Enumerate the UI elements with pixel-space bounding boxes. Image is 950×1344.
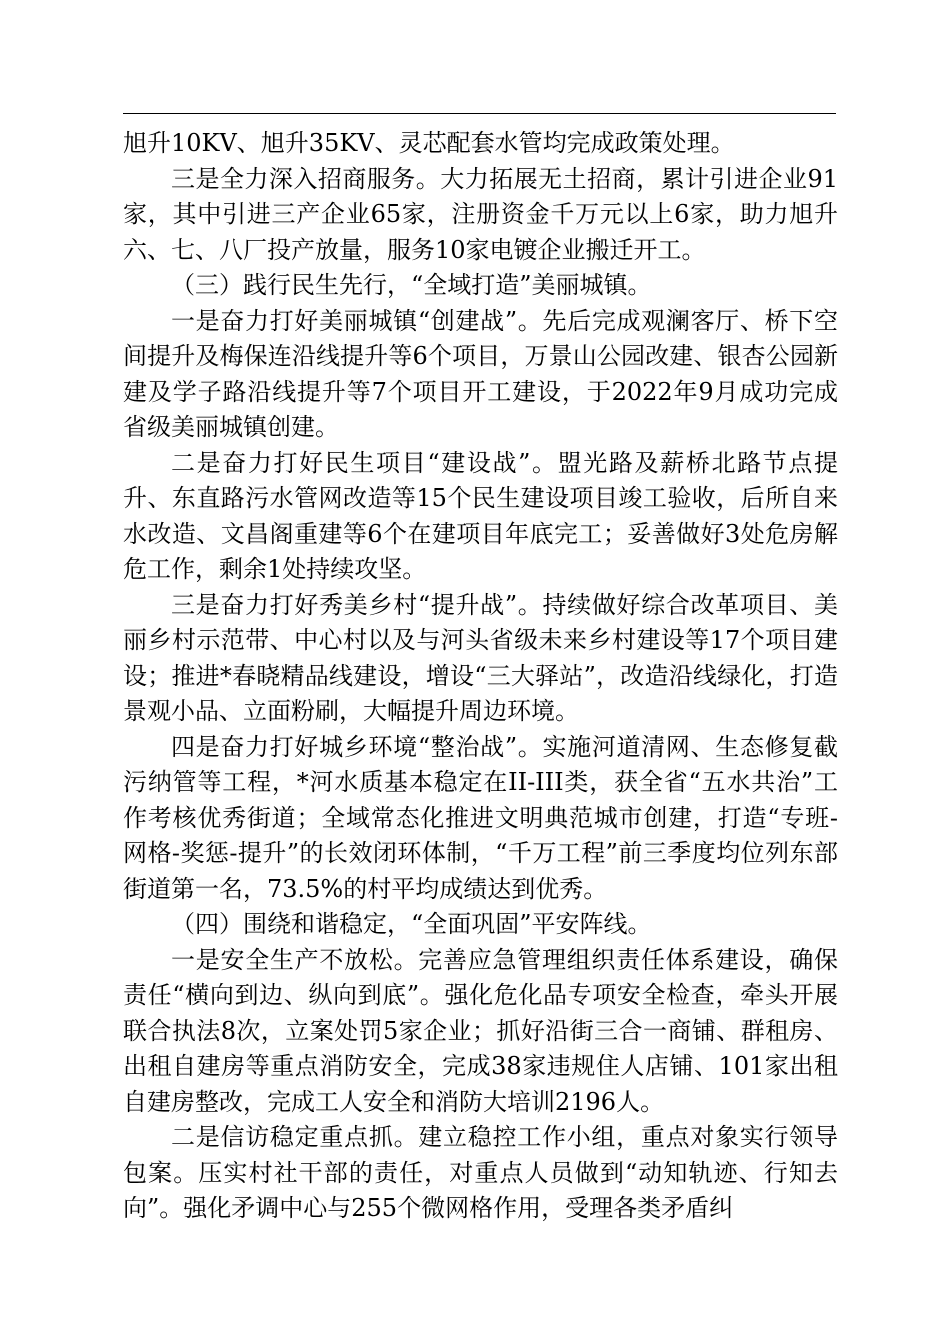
paragraph-7: 四是奋力打好城乡环境“整治战”。实施河道清网、生态修复截污纳管等工程，*河水质基本稳定在II-III类，获全省“五水共治”工作考核优秀街道；全域常态化推进文明典范城市创建，打造“专班-网格-奖惩-提升”的长效闭环体制，“千万工程”前三季度均位列东部街道第一名，73.5%的村平均成绩达到优秀。 — [123, 732, 838, 903]
section-heading-4: （四）围绕和谐稳定，“全面巩固”平安阵线。 — [171, 910, 652, 938]
paragraph-4: 一是奋力打好美丽城镇“创建战”。先后完成观澜客厅、桥下空间提升及梅保连沿线提升等6个项目，万景山公园改建、银杏公园新建及学子路沿线提升等7个项目开工建设，于2022年9月成功完成省级美丽城镇创建。 — [123, 306, 838, 441]
paragraph-10: 二是信访稳定重点抓。建立稳控工作小组，重点对象实行领导包案。压实村社干部的责任，对重点人员做到“动知轨迹、行知去向”。强化矛调中心与255个微网格作用，受理各类矛盾纠 — [123, 1123, 838, 1222]
paragraph-5: 二是奋力打好民生项目“建设战”。盟光路及薪桥北路节点提升、东直路污水管网改造等15个民生建设项目竣工验收，后所自来水改造、文昌阁重建等6个在建项目年底完工；妥善做好3处危房解危工作，剩余1处持续攻坚。 — [123, 448, 838, 583]
section-heading-3: （三）践行民生先行，“全域打造”美丽城镇。 — [171, 271, 652, 299]
paragraph-6: 三是奋力打好秀美乡村“提升战”。持续做好综合改革项目、美丽乡村示范带、中心村以及与河头省级未来乡村建设等17个项目建设；推进*春晓精品线建设，增设“三大驿站”，改造沿线绿化，打造景观小品、立面粉刷，大幅提升周边环境。 — [123, 590, 838, 725]
paragraph-1: 旭升10KV、旭升35KV、灵芯配套水管均完成政策处理。 — [123, 129, 735, 157]
body-text — [123, 126, 838, 1227]
header-rule — [123, 113, 836, 114]
paragraph-9: 一是安全生产不放松。完善应急管理组织责任体系建设，确保责任“横向到边、纵向到底”。强化危化品专项安全检查，牵头开展联合执法8次，立案处罚5家企业；抓好沿街三合一商铺、群租房、出租自建房等重点消防安全，完成38家违规住人店铺、101家出租自建房整改，完成工人安全和消防大培训2196人。 — [123, 945, 838, 1116]
paragraph-2: 三是全力深入招商服务。大力拓展无土招商，累计引进企业91家，其中引进三产企业65家，注册资金千万元以上6家，助力旭升六、七、八厂投产放量，服务10家电镀企业搬迁开工。 — [123, 164, 838, 264]
